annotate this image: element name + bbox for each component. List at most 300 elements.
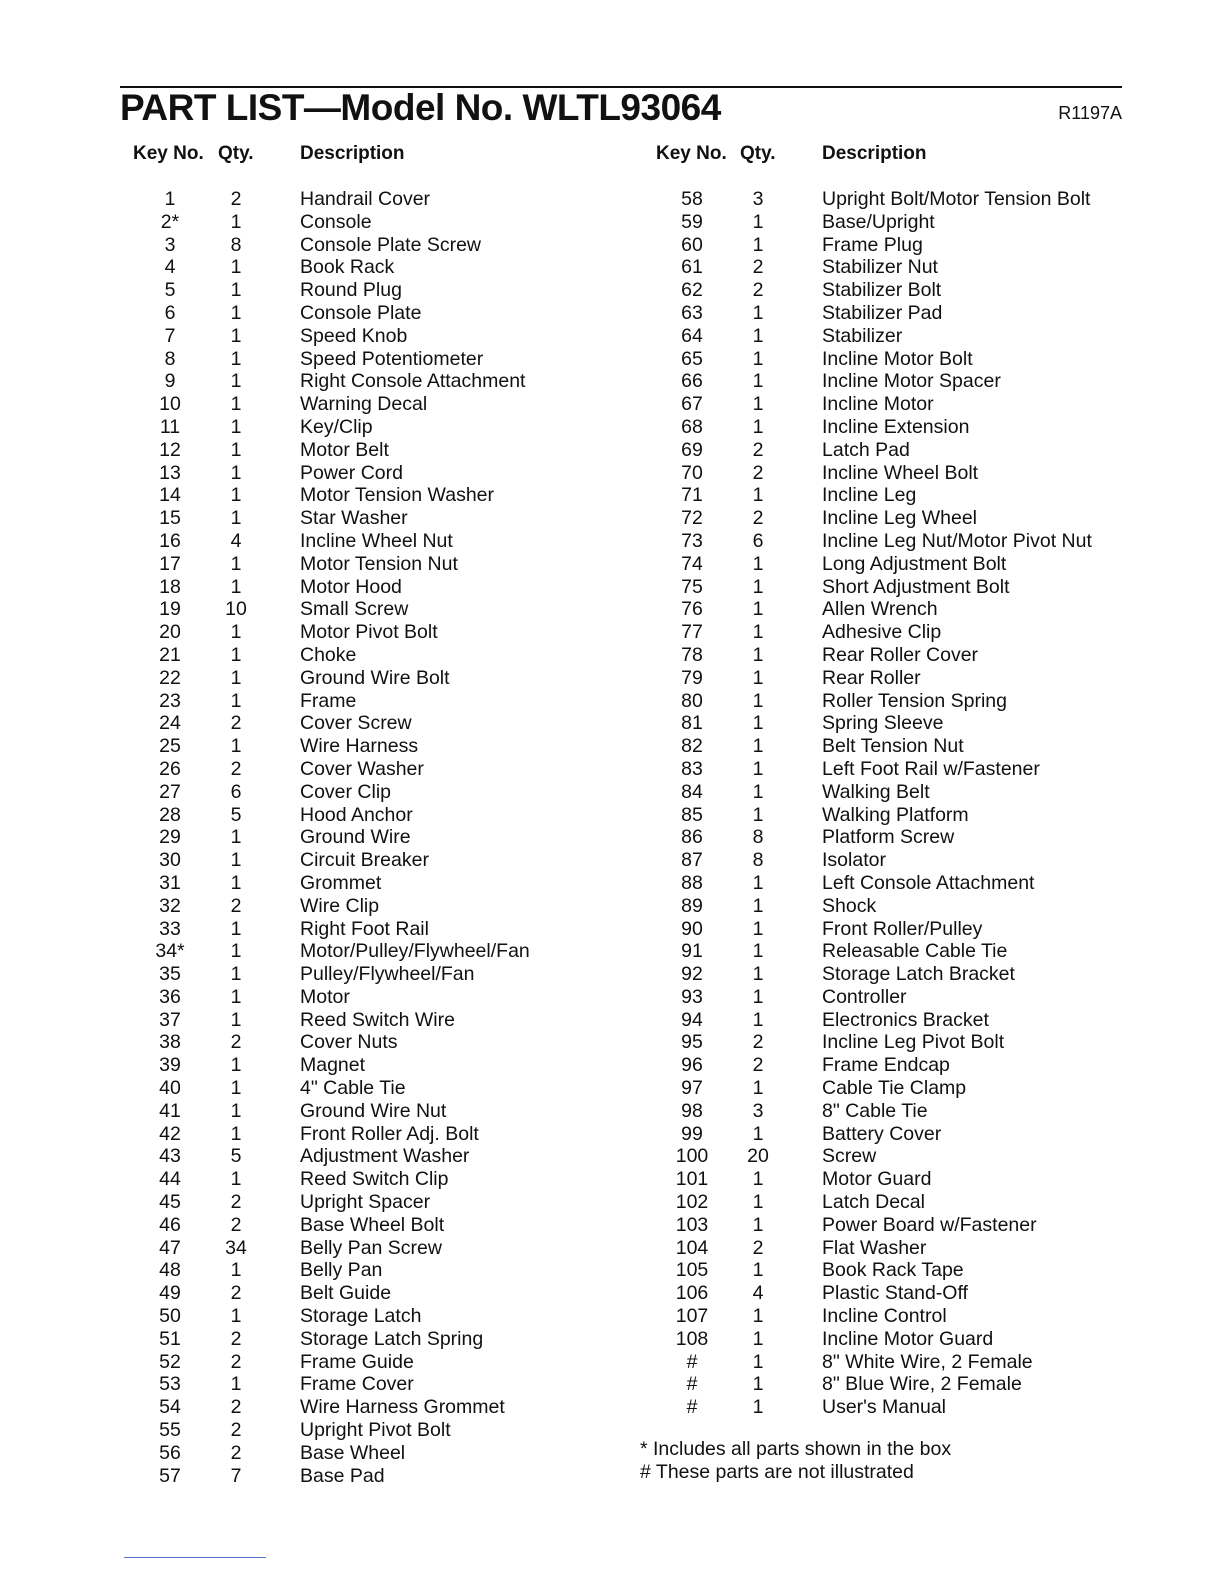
- description: Right Console Attachment: [300, 370, 526, 393]
- key-no: 74: [681, 552, 703, 575]
- qty: 1: [752, 1373, 764, 1396]
- description: Storage Latch Bracket: [822, 963, 1015, 986]
- qty: 1: [752, 643, 764, 666]
- qty: 1: [230, 735, 242, 758]
- description: Power Cord: [300, 461, 403, 484]
- qty: 8: [752, 849, 764, 872]
- description: Speed Knob: [300, 324, 408, 347]
- qty: 1: [230, 507, 242, 530]
- description: Ground Wire Nut: [300, 1099, 447, 1122]
- key-no: 83: [681, 757, 703, 780]
- key-no: 12: [159, 438, 181, 461]
- description: Cover Washer: [300, 757, 424, 780]
- description: Left Console Attachment: [822, 871, 1035, 894]
- qty: 2: [752, 1236, 764, 1259]
- key-no: 50: [159, 1305, 181, 1328]
- key-no: 61: [681, 256, 703, 279]
- description: Frame Guide: [300, 1350, 414, 1373]
- description: Motor/Pulley/Flywheel/Fan: [300, 940, 530, 963]
- description: Incline Leg Nut/Motor Pivot Nut: [822, 529, 1092, 552]
- key-no: 13: [159, 461, 181, 484]
- key-no: 29: [159, 826, 181, 849]
- description: Screw: [822, 1145, 877, 1168]
- qty: 1: [230, 985, 242, 1008]
- description: Reed Switch Clip: [300, 1168, 449, 1191]
- qty: 1: [230, 621, 242, 644]
- description: Handrail Cover: [300, 188, 431, 210]
- description: Incline Extension: [822, 415, 970, 438]
- key-no: 6: [164, 301, 176, 324]
- key-no: 79: [681, 666, 703, 689]
- qty: 8: [752, 826, 764, 849]
- description: Front Roller/Pulley: [822, 917, 983, 940]
- qty: 1: [230, 1099, 242, 1122]
- description: Controller: [822, 985, 907, 1008]
- key-no: 14: [159, 484, 181, 507]
- qty: 1: [752, 210, 764, 233]
- qty: 1: [752, 233, 764, 256]
- description: Stabilizer Nut: [822, 256, 938, 279]
- qty: 5: [230, 803, 242, 826]
- qty: 2: [230, 894, 242, 917]
- description: Circuit Breaker: [300, 849, 429, 872]
- qty: 1: [752, 1191, 764, 1214]
- key-no: 17: [159, 552, 181, 575]
- key-no: 80: [681, 689, 703, 712]
- key-no: 58: [681, 188, 703, 210]
- description: Base Wheel: [300, 1441, 406, 1464]
- key-no: 41: [159, 1099, 181, 1122]
- key-no: 81: [681, 712, 703, 735]
- key-no: 69: [681, 438, 703, 461]
- key-no: 40: [159, 1077, 181, 1100]
- qty: 1: [230, 940, 242, 963]
- qty: 1: [230, 917, 242, 940]
- key-no: 75: [681, 575, 703, 598]
- qty: 34: [225, 1236, 247, 1259]
- description: Adjustment Washer: [300, 1145, 470, 1168]
- qty: 2: [230, 1282, 242, 1305]
- description: Stabilizer Bolt: [822, 279, 942, 302]
- qty: 1: [230, 256, 242, 279]
- qty: 1: [230, 393, 242, 416]
- key-no: 66: [681, 370, 703, 393]
- key-no: 82: [681, 735, 703, 758]
- qty: 1: [752, 1168, 764, 1191]
- description: Walking Platform: [822, 803, 969, 826]
- key-no: 34*: [155, 940, 185, 963]
- qty: 2: [752, 1031, 764, 1054]
- key-no: 59: [681, 210, 703, 233]
- description: Star Washer: [300, 507, 408, 530]
- right-header-key: Key No.: [656, 143, 727, 164]
- qty: 1: [230, 210, 242, 233]
- qty: 1: [230, 871, 242, 894]
- qty: 1: [230, 438, 242, 461]
- key-no: 71: [681, 484, 703, 507]
- key-no: 31: [159, 871, 181, 894]
- description: Right Foot Rail: [300, 917, 429, 940]
- qty: 4: [752, 1282, 764, 1305]
- key-no: 101: [675, 1168, 709, 1191]
- description: Walking Belt: [822, 780, 930, 803]
- qty: 2: [230, 1419, 242, 1442]
- key-no: 3: [164, 233, 176, 256]
- qty: 10: [225, 598, 247, 621]
- qty: 1: [752, 347, 764, 370]
- description: Storage Latch Spring: [300, 1327, 484, 1350]
- qty: 1: [752, 1213, 764, 1236]
- key-no: 33: [159, 917, 181, 940]
- description: Adhesive Clip: [822, 621, 942, 644]
- description: Incline Motor: [822, 393, 934, 416]
- qty: 1: [752, 985, 764, 1008]
- description: Allen Wrench: [822, 598, 938, 621]
- qty: 7: [230, 1464, 242, 1487]
- key-no: 24: [159, 712, 181, 735]
- qty: 8: [230, 233, 242, 256]
- qty: 1: [230, 1008, 242, 1031]
- description: Motor Tension Washer: [300, 484, 495, 507]
- key-no: 108: [675, 1327, 709, 1350]
- description: Short Adjustment Bolt: [822, 575, 1010, 598]
- qty: 1: [752, 301, 764, 324]
- description: Incline Wheel Nut: [300, 529, 453, 552]
- description: Incline Motor Spacer: [822, 370, 1001, 393]
- description: Cover Screw: [300, 712, 412, 735]
- description: Electronics Bracket: [822, 1008, 989, 1031]
- key-no: 54: [159, 1396, 181, 1419]
- description: Cover Nuts: [300, 1031, 398, 1054]
- key-no: 87: [681, 849, 703, 872]
- key-no: 76: [681, 598, 703, 621]
- description: User's Manual: [822, 1396, 947, 1419]
- key-no: 11: [159, 415, 181, 438]
- qty: 1: [752, 1122, 764, 1145]
- key-no: 104: [675, 1236, 709, 1259]
- key-no: #: [686, 1350, 698, 1373]
- key-no: 5: [164, 279, 176, 302]
- qty: 1: [230, 552, 242, 575]
- qty: 1: [752, 940, 764, 963]
- description: Flat Washer: [822, 1236, 927, 1259]
- description: Battery Cover: [822, 1122, 942, 1145]
- key-no: 23: [159, 689, 181, 712]
- key-no: 96: [681, 1054, 703, 1077]
- description: Stabilizer Pad: [822, 301, 943, 324]
- key-no: 1: [164, 188, 176, 210]
- key-no: 10: [159, 393, 181, 416]
- description: Book Rack Tape: [822, 1259, 964, 1282]
- key-no: 65: [681, 347, 703, 370]
- description: Reed Switch Wire: [300, 1008, 455, 1031]
- description: Long Adjustment Bolt: [822, 552, 1007, 575]
- key-no: 48: [159, 1259, 181, 1282]
- description: Wire Clip: [300, 894, 380, 917]
- description: Isolator: [822, 849, 886, 872]
- description: Speed Potentiometer: [300, 347, 484, 370]
- qty: 1: [752, 1008, 764, 1031]
- qty: 1: [230, 666, 242, 689]
- key-no: 22: [159, 666, 181, 689]
- qty: 2: [230, 1213, 242, 1236]
- qty: 1: [230, 963, 242, 986]
- description: Upright Bolt/Motor Tension Bolt: [822, 188, 1091, 210]
- description: Roller Tension Spring: [822, 689, 1007, 712]
- description: Upright Pivot Bolt: [300, 1419, 451, 1442]
- qty: 1: [752, 484, 764, 507]
- qty: 3: [752, 188, 764, 210]
- description: Motor Hood: [300, 575, 402, 598]
- description: Choke: [300, 643, 357, 666]
- description: Belt Guide: [300, 1282, 392, 1305]
- qty: 1: [230, 279, 242, 302]
- description: Pulley/Flywheel/Fan: [300, 963, 475, 986]
- qty: 1: [752, 871, 764, 894]
- key-no: 64: [681, 324, 703, 347]
- description: Rear Roller Cover: [822, 643, 979, 666]
- key-no: 107: [675, 1305, 709, 1328]
- key-no: 60: [681, 233, 703, 256]
- description: Round Plug: [300, 279, 402, 302]
- key-no: 25: [159, 735, 181, 758]
- key-no: 88: [681, 871, 703, 894]
- qty: 1: [752, 324, 764, 347]
- qty: 1: [230, 1054, 242, 1077]
- qty: 2: [230, 188, 242, 210]
- description: Incline Leg Pivot Bolt: [822, 1031, 1005, 1054]
- description: Spring Sleeve: [822, 712, 944, 735]
- key-no: 36: [159, 985, 181, 1008]
- key-no: 93: [681, 985, 703, 1008]
- key-no: 7: [164, 324, 176, 347]
- description: Incline Motor Bolt: [822, 347, 973, 370]
- qty: 4: [230, 529, 242, 552]
- description: Hood Anchor: [300, 803, 413, 826]
- key-no: 56: [159, 1441, 181, 1464]
- left-header-key: Key No.: [133, 143, 204, 164]
- key-no: 30: [159, 849, 181, 872]
- qty: 1: [752, 598, 764, 621]
- qty: 1: [752, 689, 764, 712]
- key-no: 98: [681, 1099, 703, 1122]
- qty: 6: [230, 780, 242, 803]
- key-no: 15: [159, 507, 181, 530]
- description: Motor Guard: [822, 1168, 932, 1191]
- qty: 1: [230, 415, 242, 438]
- qty: 1: [230, 301, 242, 324]
- description: Frame Plug: [822, 233, 923, 256]
- key-no: 63: [681, 301, 703, 324]
- key-no: 47: [159, 1236, 181, 1259]
- description: Motor: [300, 985, 350, 1008]
- description: 8" Blue Wire, 2 Female: [822, 1373, 1022, 1396]
- qty: 1: [230, 1259, 242, 1282]
- description: Frame: [300, 689, 357, 712]
- right-header-qty: Qty.: [740, 143, 776, 164]
- footnotes: [640, 1438, 951, 1484]
- description: Frame Endcap: [822, 1054, 950, 1077]
- key-no: 35: [159, 963, 181, 986]
- key-no: 90: [681, 917, 703, 940]
- key-no: 99: [681, 1122, 703, 1145]
- key-no: 28: [159, 803, 181, 826]
- description: Console Plate Screw: [300, 233, 482, 256]
- bottom-underline: [124, 1557, 266, 1558]
- qty: 2: [230, 757, 242, 780]
- qty: 1: [230, 575, 242, 598]
- key-no: 62: [681, 279, 703, 302]
- description: Shock: [822, 894, 877, 917]
- key-no: 97: [681, 1077, 703, 1100]
- description: Belt Tension Nut: [822, 735, 964, 758]
- qty: 1: [752, 735, 764, 758]
- key-no: 89: [681, 894, 703, 917]
- left-header-description: Description: [300, 143, 405, 164]
- description: Rear Roller: [822, 666, 921, 689]
- page-title: PART LIST—Model No. WLTL93064: [120, 87, 721, 128]
- qty: 1: [230, 1168, 242, 1191]
- key-no: 91: [681, 940, 703, 963]
- key-no: 18: [159, 575, 181, 598]
- key-no: 37: [159, 1008, 181, 1031]
- qty: 1: [230, 849, 242, 872]
- description: Magnet: [300, 1054, 366, 1077]
- key-no: 53: [159, 1373, 181, 1396]
- note-hash: # These parts are not illustrated: [640, 1461, 914, 1483]
- description: Frame Cover: [300, 1373, 414, 1396]
- qty: 2: [230, 1031, 242, 1054]
- description: Motor Pivot Bolt: [300, 621, 438, 644]
- description: 8" White Wire, 2 Female: [822, 1350, 1033, 1373]
- qty: 1: [752, 1305, 764, 1328]
- description: Base/Upright: [822, 210, 935, 233]
- description: Power Board w/Fastener: [822, 1213, 1037, 1236]
- qty: 1: [752, 575, 764, 598]
- key-no: 73: [681, 529, 703, 552]
- qty: 1: [230, 643, 242, 666]
- key-no: #: [686, 1396, 698, 1419]
- qty: 3: [752, 1099, 764, 1122]
- description: Book Rack: [300, 256, 395, 279]
- key-no: 45: [159, 1191, 181, 1214]
- key-no: 26: [159, 757, 181, 780]
- key-no: 85: [681, 803, 703, 826]
- qty: 2: [752, 256, 764, 279]
- key-no: 95: [681, 1031, 703, 1054]
- description: Belly Pan Screw: [300, 1236, 442, 1259]
- qty: 1: [230, 1077, 242, 1100]
- description: 4" Cable Tie: [300, 1077, 406, 1100]
- qty: 1: [230, 1122, 242, 1145]
- right-header-description: Description: [822, 143, 927, 164]
- description: Ground Wire: [300, 826, 411, 849]
- qty: 1: [752, 666, 764, 689]
- key-no: 72: [681, 507, 703, 530]
- description: Ground Wire Bolt: [300, 666, 450, 689]
- qty: 1: [230, 324, 242, 347]
- description: Console: [300, 210, 372, 233]
- description: Grommet: [300, 871, 382, 894]
- description: Warning Decal: [300, 393, 428, 416]
- description: Latch Decal: [822, 1191, 925, 1214]
- description: Upright Spacer: [300, 1191, 431, 1214]
- key-no: 78: [681, 643, 703, 666]
- key-no: 68: [681, 415, 703, 438]
- qty: 5: [230, 1145, 242, 1168]
- qty: 1: [752, 712, 764, 735]
- key-no: 4: [164, 256, 176, 279]
- qty: 1: [752, 803, 764, 826]
- description: Belly Pan: [300, 1259, 383, 1282]
- description: Incline Wheel Bolt: [822, 461, 979, 484]
- qty: 1: [752, 552, 764, 575]
- key-no: 42: [159, 1122, 181, 1145]
- description: Incline Leg: [822, 484, 917, 507]
- qty: 1: [752, 370, 764, 393]
- key-no: 9: [164, 370, 176, 393]
- qty: 1: [752, 917, 764, 940]
- description: Incline Motor Guard: [822, 1327, 994, 1350]
- qty: 1: [752, 757, 764, 780]
- key-no: 19: [159, 598, 181, 621]
- key-no: 100: [675, 1145, 709, 1168]
- qty: 2: [752, 438, 764, 461]
- key-no: #: [686, 1373, 698, 1396]
- description: Base Wheel Bolt: [300, 1213, 445, 1236]
- qty: 1: [752, 1396, 764, 1419]
- description: Releasable Cable Tie: [822, 940, 1008, 963]
- description: Small Screw: [300, 598, 409, 621]
- qty: 2: [752, 461, 764, 484]
- qty: 1: [752, 621, 764, 644]
- qty: 1: [752, 963, 764, 986]
- qty: 1: [230, 1305, 242, 1328]
- note-asterisk: * Includes all parts shown in the box: [640, 1438, 952, 1460]
- description: Cover Clip: [300, 780, 392, 803]
- key-no: 52: [159, 1350, 181, 1373]
- key-no: 77: [681, 621, 703, 644]
- description: Stabilizer: [822, 324, 903, 347]
- qty: 1: [752, 894, 764, 917]
- key-no: 46: [159, 1213, 181, 1236]
- qty: 2: [752, 279, 764, 302]
- qty: 2: [230, 1327, 242, 1350]
- key-no: 8: [164, 347, 176, 370]
- description: Incline Leg Wheel: [822, 507, 978, 530]
- key-no: 44: [159, 1168, 181, 1191]
- key-no: 20: [159, 621, 181, 644]
- description: Platform Screw: [822, 826, 955, 849]
- description: Front Roller Adj. Bolt: [300, 1122, 479, 1145]
- description: Console Plate: [300, 301, 422, 324]
- key-no: 21: [159, 643, 181, 666]
- description: Motor Belt: [300, 438, 389, 461]
- qty: 20: [747, 1145, 769, 1168]
- qty: 1: [230, 484, 242, 507]
- qty: 2: [230, 1191, 242, 1214]
- qty: 1: [752, 393, 764, 416]
- qty: 2: [230, 1441, 242, 1464]
- qty: 1: [230, 1373, 242, 1396]
- description: Base Pad: [300, 1464, 385, 1487]
- qty: 2: [230, 712, 242, 735]
- qty: 2: [230, 1350, 242, 1373]
- description: Storage Latch: [300, 1305, 422, 1328]
- key-no: 106: [675, 1282, 709, 1305]
- key-no: 2*: [160, 210, 180, 233]
- key-no: 38: [159, 1031, 181, 1054]
